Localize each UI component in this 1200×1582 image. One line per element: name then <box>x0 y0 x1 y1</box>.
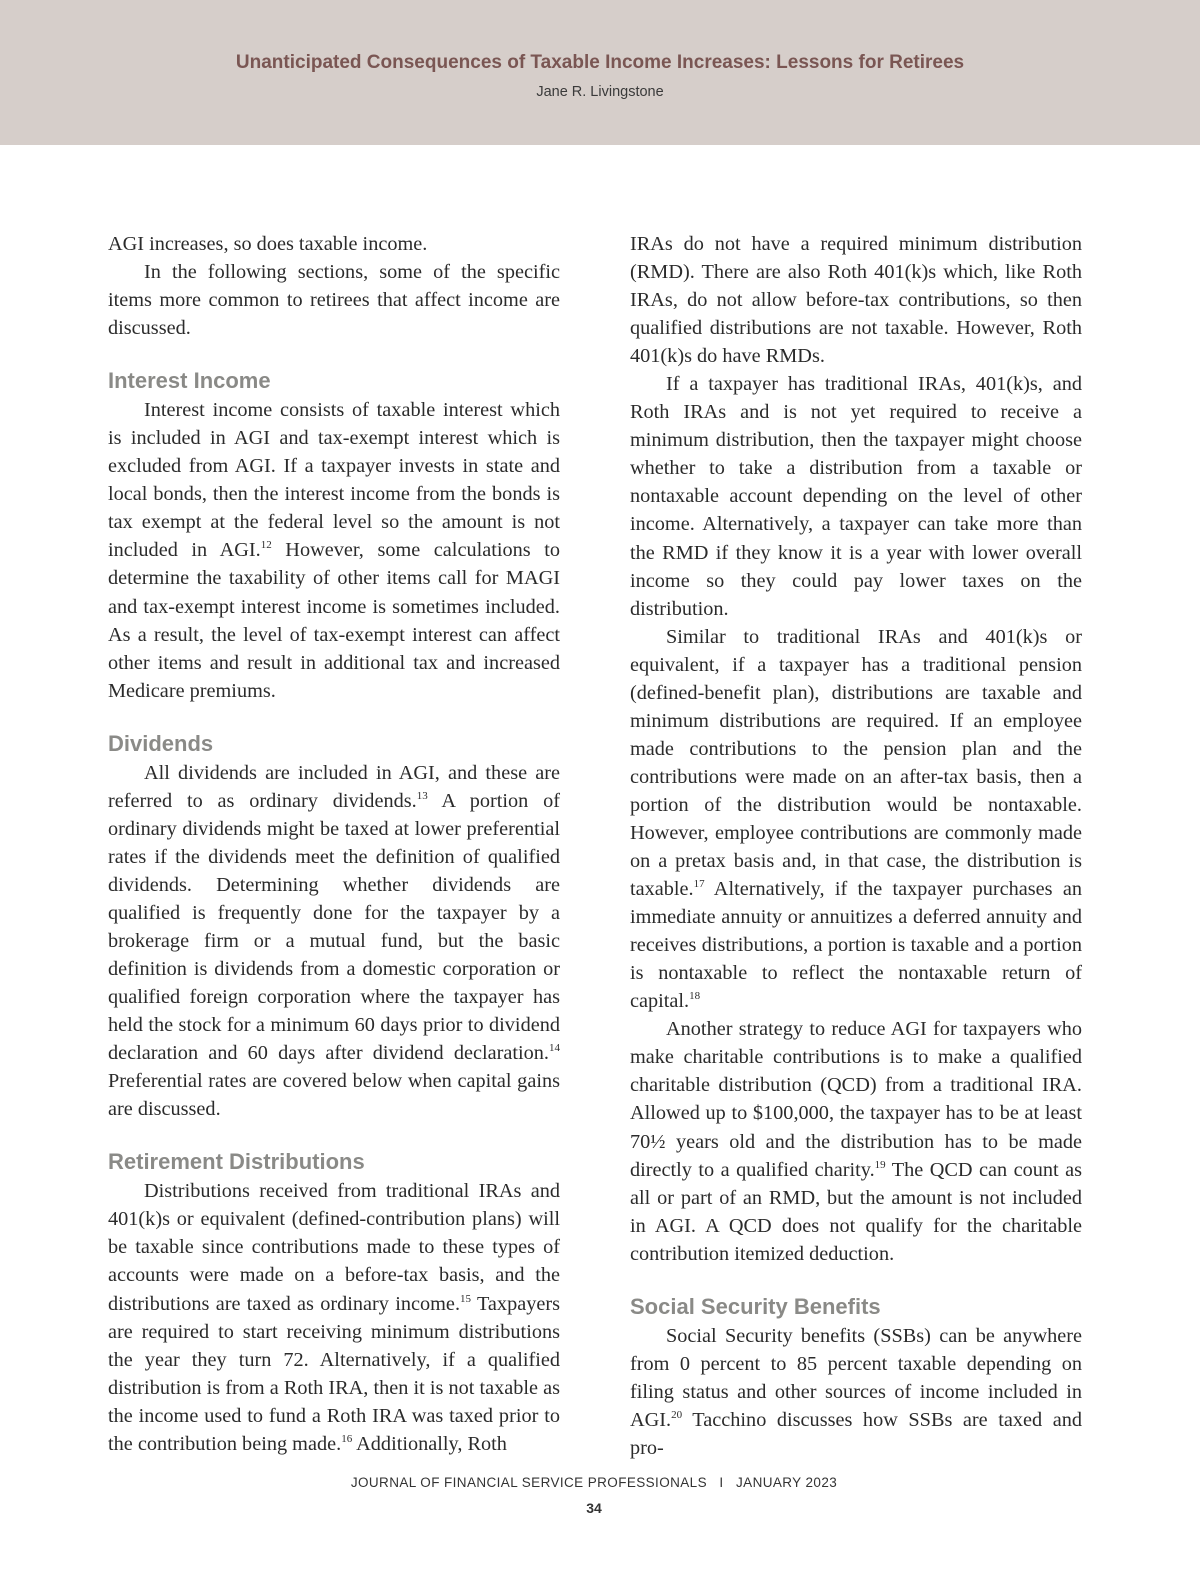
article-title: Unanticipated Consequences of Taxable Income Increases: Lessons for Retirees <box>235 52 965 73</box>
paragraph: Social Security benefits (SSBs) can be anywhere from 0 percent to 85 percent taxable depending on filing status and other sources of income included in AGI.$^{20}$ Tacchino discusses how SSBs are taxed and pro- <box>630 1324 1082 1459</box>
footnote-ref: 14 <box>549 1042 560 1055</box>
paragraph: Interest income consists of taxable interest which is included in AGI and tax-exempt interest which is excluded from AGI. If a taxpayer invests in state and local bonds, then the interest income from the bonds is tax exempt at the federal level so the amount is not included in AGI.$^{12}$ However, some calculations to determine the taxability of other items call for MAGI and tax-exempt interest income is sometimes included. As a result, the level of tax-exempt interest can affect other items and result in additional tax and increased Medicare premiums. <box>108 399 560 702</box>
footnote-ref: 18 <box>689 990 701 1003</box>
footnote-ref: 15 <box>460 1292 472 1305</box>
paragraph: If a taxpayer has traditional IRAs, 401(k)s, and Roth IRAs and is not yet required to receive a minimum distribution, then the taxpayer might choose whether to take a distribution from a taxable or nontaxable account depending on the level of other income. Alternatively, a taxpayer can take more than the RMD if they know it is a year with lower overall income so they could pay lower taxes on the distribution. <box>630 373 1082 620</box>
page-header <box>0 0 1200 145</box>
section-heading-retirement-distributions: Retirement Distributions <box>108 1149 365 1175</box>
right-column <box>630 230 1082 1462</box>
paragraph: Distributions received from traditional IRAs and 401(k)s or equivalent (defined-contribution plans) will be taxable since contributions made to these types of accounts were made on a before-tax basis, and the distributions are taxed as ordinary income.$^{15}$ Taxpayers are required to start receiving minimum distributions the year they turn 72. Alternatively, if a qualified distribution is from a Roth IRA, then it is not taxable as the income used to fund a Roth IRA was taxed prior to the contribution being made.$^{16}$ Additionally, Roth <box>108 1180 561 1455</box>
paragraph: Similar to traditional IRAs and 401(k)s or equivalent, if a taxpayer has a traditional pension (defined-benefit plan), distributions are taxable and minimum distributions are required. If an employee made contributions to the pension plan and the contributions were made on an after-tax basis, then a portion of the distribution would be nontaxable. However, employee contributions are commonly made on a pretax basis and, in that case, the distribution is taxable.$^{17}$ Alternatively, if the taxpayer purchases an immediate annuity or annuitizes a deferred annuity and receives distributions, a portion is taxable and a portion is nontaxable to reflect the nontaxable return of capital.$^{18}$ <box>630 625 1082 1013</box>
left-column <box>108 230 560 1458</box>
footnote-ref: 19 <box>874 1158 886 1171</box>
page-number: 34 <box>586 1500 602 1516</box>
footnote-ref: 20 <box>671 1408 683 1421</box>
section-heading-interest-income: Interest Income <box>108 368 271 394</box>
footnote-ref: 16 <box>341 1432 353 1445</box>
section-heading-dividends: Dividends <box>108 730 214 756</box>
section-heading-social-security-benefits: Social Security Benefits <box>630 1293 881 1319</box>
article-author: Jane R. Livingstone <box>536 84 664 100</box>
footnote-ref: 13 <box>416 789 428 802</box>
paragraph: IRAs do not have a required minimum distribution (RMD). There are also Roth 401(k)s which, like Roth IRAs, do not allow before-tax contributions, so then qualified distributions are not taxable. However, Roth 401(k)s do have RMDs. <box>630 233 1082 368</box>
footer-journal-name: JOURNAL OF FINANCIAL SERVICE PROFESSIONALS I JANUARY 2023 <box>350 1475 838 1490</box>
paragraph: In the following sections, some of the specific items more common to retirees that affect income are discussed. <box>108 261 560 340</box>
paragraph: All dividends are included in AGI, and these are referred to as ordinary dividends.$^{13}$ A portion of ordinary dividends might be taxed at lower preferential rates if the dividends meet the definition of qualified dividends. Determining whether dividends are qualified is frequently done for the taxpayer by a brokerage firm or a mutual fund, but the basic definition is dividends from a domestic corporation or qualified foreign corporation where the taxpayer has held the stock for a minimum 60 days prior to dividend declaration and 60 days after dividend declaration.$^{14}$ Preferential rates are covered below when capital gains are discussed. <box>108 761 560 1121</box>
footnote-ref: 12 <box>260 539 272 552</box>
footnote-ref: 17 <box>693 878 705 891</box>
paragraph: AGI increases, so does taxable income. <box>108 233 428 255</box>
paragraph: Another strategy to reduce AGI for taxpayers who make charitable contributions is to make a qualified charitable distribution (QCD) from a traditional IRA. Allowed up to $100,000, the taxpayer has to be at least 70½ years old and the distribution has to be made directly to a qualified charity.$^{19}$ The QCD can count as all or part of an RMD, but the amount is not included in AGI. A QCD does not qualify for the charitable contribution itemized deduction. <box>630 1018 1082 1265</box>
